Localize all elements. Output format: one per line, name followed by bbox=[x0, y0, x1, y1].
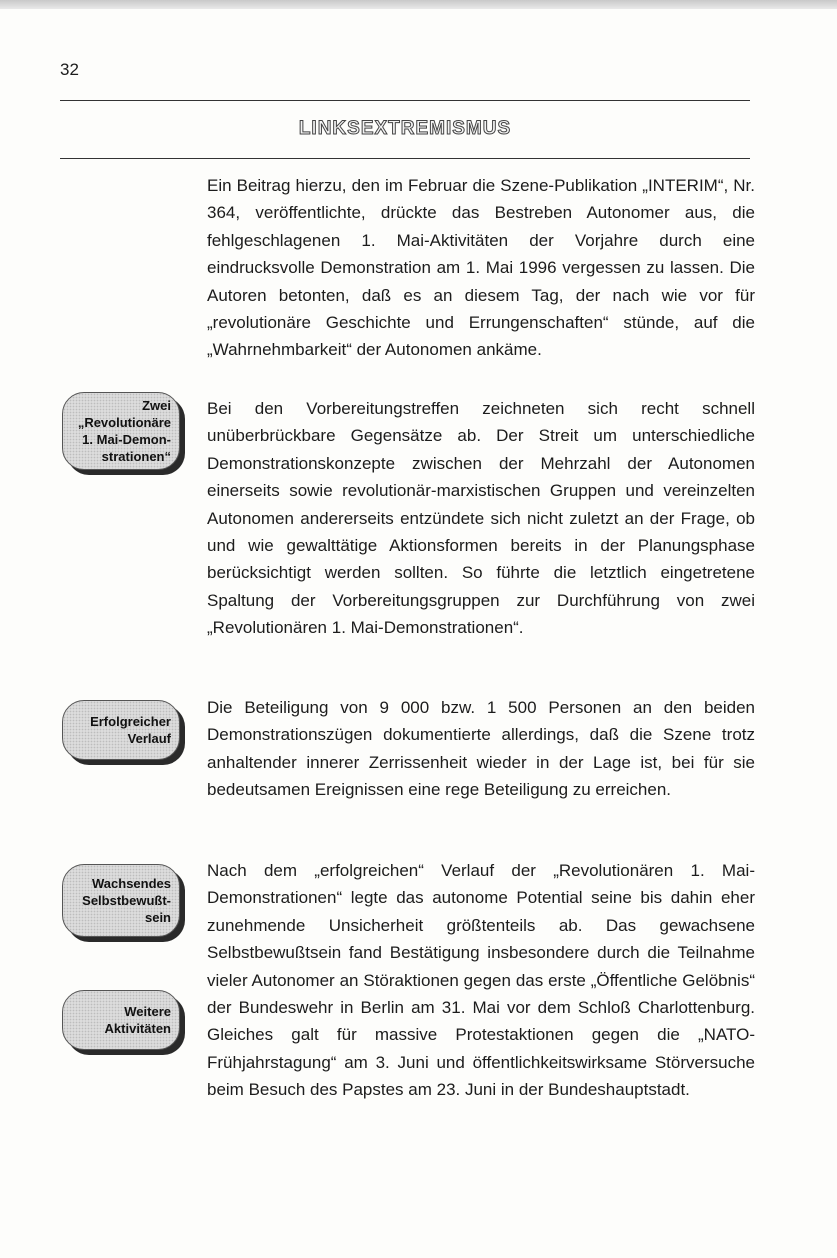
body-paragraph: Die Beteiligung von 9 000 bzw. 1 500 Personen an den beiden Demonstrationszügen dokumentierte allerdings, daß die Szene trotz anhaltender innerer Zerrissenheit wieder in der Lage ist, bei für sie bedeutsamen Ereignissen eine rege Beteiligung zu erreichen. bbox=[207, 698, 755, 800]
margin-note-line: Selbstbewußt- bbox=[82, 893, 171, 908]
margin-note-line: 1. Mai-Demon- bbox=[82, 432, 171, 447]
scan-edge bbox=[0, 0, 837, 9]
margin-note-line: „Revolutionäre bbox=[77, 415, 171, 430]
margin-note-line: Verlauf bbox=[127, 731, 171, 746]
margin-note-wachsendes-selbstbewusstsein bbox=[62, 864, 180, 937]
margin-note-line: Aktivitäten bbox=[104, 1021, 171, 1036]
margin-note-line: strationen“ bbox=[101, 449, 171, 464]
body-paragraph: Nach dem „erfolgreichen“ Verlauf der „Revolutionären 1. Mai-Demonstrationen“ legte das autonome Potential seine bis dahin eher zunehmende Unsicherheit größtenteils ab. Das gewachsene Selbstbewußtsein fand Bestätigung insbesondere durch die Teilnahme vieler Autonomer an Störaktionen gegen das erste „Öffentliche Gelöbnis“ der Bundeswehr in Berlin am 31. Mai vor dem Schloß Charlottenburg. Gleiches galt für massive Protestaktionen gegen die „NATO-Frühjahrstagung“ am 3. Juni und öffentlichkeitswirksame Störversuche beim Besuch des Papstes am 23. Juni in der Bundeshauptstadt. bbox=[207, 861, 755, 1100]
header-rule-bottom bbox=[60, 158, 750, 159]
running-head: LINKSEXTREMISMUS bbox=[298, 118, 512, 139]
margin-note-line: Zwei bbox=[142, 398, 171, 413]
margin-note-line: Weitere bbox=[124, 1004, 171, 1019]
margin-note-line: sein bbox=[144, 910, 171, 925]
margin-note-line: Erfolgreicher bbox=[90, 714, 171, 729]
header-rule-top bbox=[60, 100, 750, 101]
body-paragraph: Ein Beitrag hierzu, den im Februar die Szene-Publikation „INTERIM“, Nr. 364, veröffentlichte, drückte das Bestreben Autonomer aus, die fehlgeschlagenen 1. Mai-Aktivitäten der Vorjahre durch eine eindrucksvolle Demonstration am 1. Mai 1996 vergessen zu lassen. Die Autoren betonten, daß es an diesem Tag, der nach wie vor für „revolutionäre Geschichte und Errungenschaften“ stünde, auf die „Wahrnehmbarkeit“ der Autonomen ankäme. bbox=[207, 176, 755, 360]
margin-note-erfolgreicher-verlauf bbox=[62, 700, 180, 760]
margin-note-zwei-demonstrationen bbox=[62, 392, 180, 470]
page-number: 32 bbox=[60, 60, 79, 79]
body-paragraph: Bei den Vorbereitungstreffen zeichneten sich recht schnell unüberbrückbare Gegensätze ab. Der Streit um unterschiedliche Demonstrationskonzepte zwischen der Mehrzahl der Autonomen einerseits sowie revolutionär-marxistischen Gruppen und vereinzelten Autonomen andererseits entzündete sich nicht zuletzt an der Frage, ob und wie gewalttätige Aktionsformen bereits in der Planungsphase berücksichtigt werden sollten. So führte die letztlich eingetretene Spaltung der Vorbereitungsgruppen zur Durchführung von zwei „Revolutionären 1. Mai-Demonstrationen“. bbox=[207, 399, 755, 638]
margin-note-line: Wachsendes bbox=[92, 876, 171, 891]
margin-note-weitere-aktivitaeten bbox=[62, 990, 180, 1050]
